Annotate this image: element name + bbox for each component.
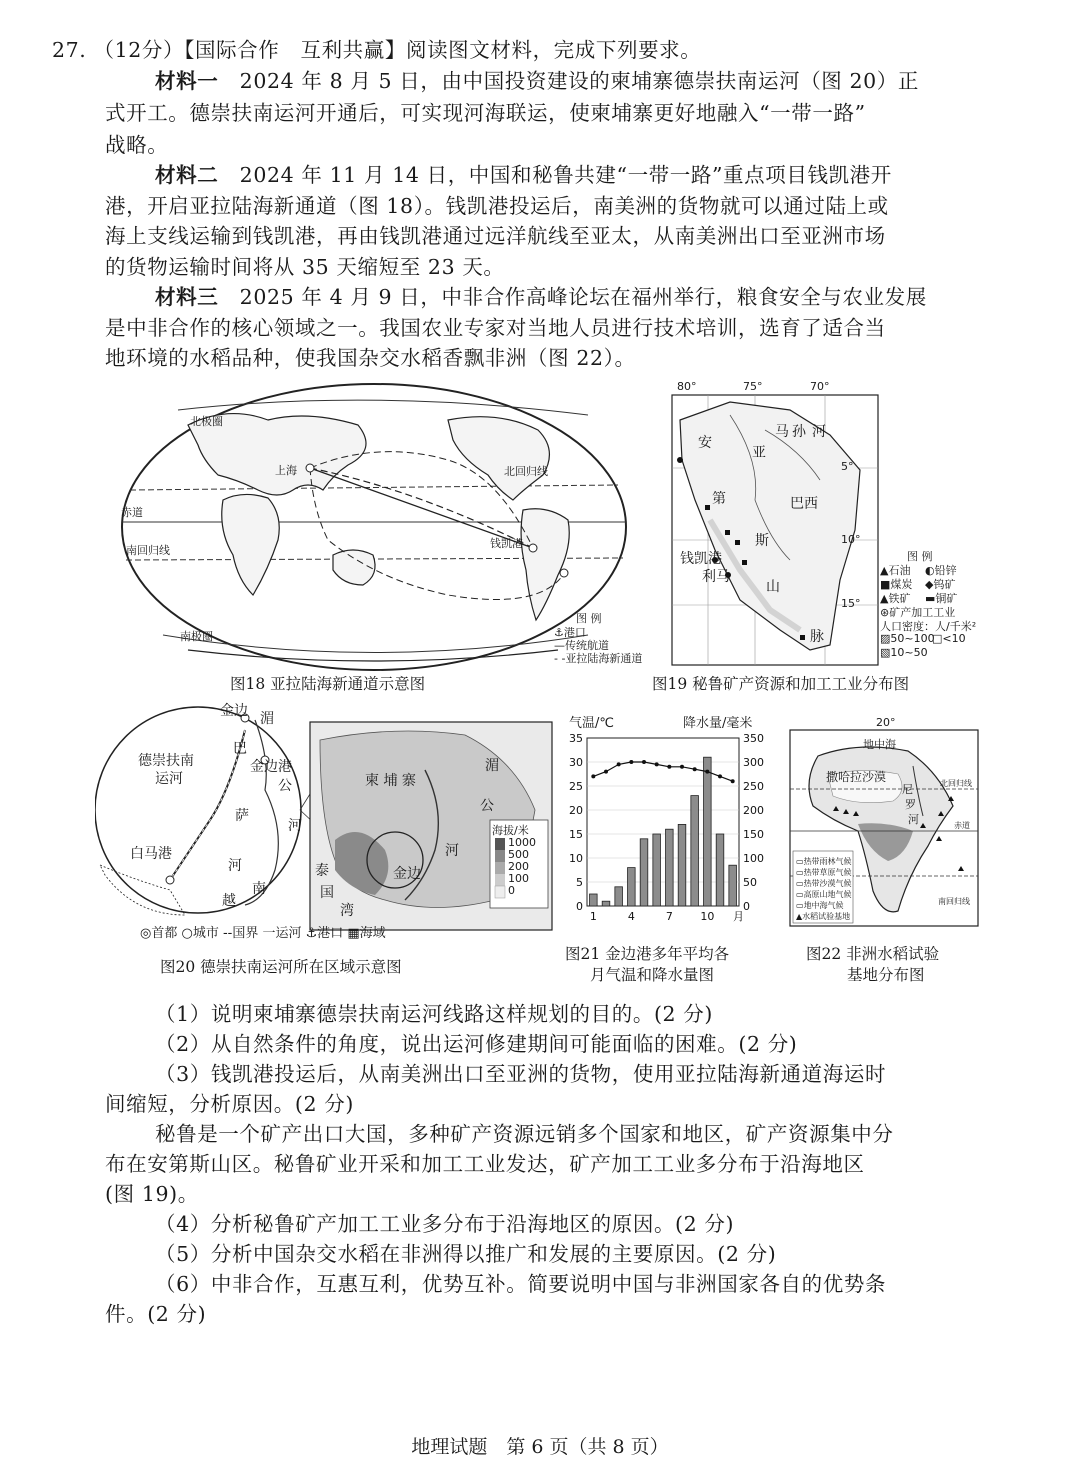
label-henan-nan: 南 [252,881,266,897]
material1-head: 材料一 [155,69,219,93]
fig22-caption-2: 基地分布图 [847,966,925,984]
tick-right-0: 0 [743,900,750,913]
fig22-lon: 20° [876,716,896,729]
tick-x-7: 7 [665,910,673,923]
label-sahara: 撒哈拉沙漠 [826,770,887,784]
label-antarctic: 南极圈 [180,630,213,643]
place-si: 斯 [755,533,769,549]
legend-rice-base: ▲水稻试验基地 [796,912,851,921]
material2-line4: 的货物运输时间将从 35 天缩短至 23 天。 [105,255,505,279]
material1-line2: 式开工。德崇扶南运河开通后，可实现河海联运，使柬埔寨更好地融入“一带一路” [105,101,866,125]
elev-200: 200 [508,860,529,873]
legend-tungsten: ◆钨矿 [925,578,956,591]
elev-100: 100 [508,872,529,885]
precip-bar-11 [716,834,724,906]
label-equator-af: 赤道 [954,821,970,830]
precip-bar-1 [590,894,598,906]
fig21-climate-chart [555,710,780,935]
fig22-caption-1: 图22 非洲水稻试验 [806,945,940,963]
label-jinbian: 金边 [220,703,248,719]
label-ba: 巴 [233,741,247,757]
tick-left-25: 25 [569,780,583,793]
legend-pop-low: □<10 [932,632,966,645]
fig18-world-map [118,380,643,675]
fig20-canal-map [95,700,555,935]
place-lima: 利马 [702,569,730,585]
lat-5: 5° [841,460,854,473]
label-henan-he: 河 [228,858,242,874]
tick-x-10: 10 [700,910,715,923]
fig20-legend: ◎首都 ○城市 --国界 ⼀运河 ⚓港口 ▦海域 [140,926,386,941]
question-header [52,36,701,64]
fig18-caption: 图18 亚拉陆海新通道示意图 [230,675,426,693]
precip-bar-7 [666,829,674,906]
legend-port: ⚓港口 [554,626,586,639]
ylabel-temp: 气温/℃ [569,716,614,731]
temp-point-4 [629,760,633,764]
precip-bar-3 [615,887,623,906]
precip-bar-5 [640,839,648,906]
tick-left-30: 30 [569,756,583,769]
peru-paragraph-3: (图 19)。 [105,1182,199,1206]
question-topic: 【国际合作 互利共赢】 [184,38,406,62]
lat-15: 15° [841,597,861,610]
label-cambodia: 柬 埔 寨 [365,773,416,789]
lon-75: 75° [743,380,763,393]
label-shanghai: 上海 [275,464,297,477]
label-mei-right: 湄 [485,758,499,774]
ylabel-precip: 降水量/毫米 [683,716,753,731]
label-nile2: 罗 [905,798,916,811]
subq-3-line1: （3）钱凯港投运后，从南美洲出口至亚洲的货物，使用亚拉陆海新通道海运时 [155,1062,887,1086]
port-icon [560,569,568,577]
temp-point-10 [705,770,709,774]
place-chancay: 钱凯港 [680,551,722,567]
tick-right-50: 50 [743,876,757,889]
temp-point-5 [642,760,646,764]
label-nile3: 河 [908,813,919,826]
material1-text1: 2024 年 8 月 5 日，由中国投资建设的柬埔寨德崇扶南运河（图 20）正 [239,69,920,93]
label-gong-right: 公 [480,798,494,814]
lon-80: 80° [677,380,697,393]
fig20-caption: 图20 德崇扶南运河所在区域示意图 [160,958,402,976]
material2-line3: 海上支线运输到钱凯港，再由钱凯港通过远洋航线至亚太，从南美洲出口至亚洲市场 [105,224,886,248]
label-nile1: 尼 [902,783,913,796]
temp-point-6 [655,762,659,766]
legend-processing: ⊛矿产加工工业 [880,606,956,619]
temp-point-2 [604,770,608,774]
temp-point-12 [731,779,735,783]
fig19-caption: 图19 秘鲁矿产资源和加工工业分布图 [652,675,910,693]
label-baima: 白马港 [130,846,172,862]
legend-pop-high: ▨50~100 [880,632,935,645]
tick-left-35: 35 [569,732,583,745]
tick-x-1: 1 [589,910,597,923]
label-mei-left: 湄 [260,711,274,727]
lon-70: 70° [810,380,830,393]
precip-bar-2 [602,901,610,906]
tick-left-0: 0 [576,900,583,913]
chancay-port-icon [529,544,537,552]
tick-right-250: 250 [743,780,764,793]
temp-point-9 [693,767,697,771]
subq-5: （5）分析中国杂交水稻在非洲得以推广和发展的主要原因。(2 分) [155,1242,777,1266]
temp-point-7 [667,765,671,769]
material2-text1: 2024 年 11 月 14 日，中国和秘鲁共建“一带一路”重点项目钱凯港开 [239,163,892,187]
peru-paragraph-2: 布在安第斯山区。秘鲁矿业开采和加工工业发达，矿产加工工业多分布于沿海地区 [105,1152,865,1176]
material2-line2: 港，开启亚拉陆海新通道（图 18）。钱凯港投运后，南美洲的货物就可以通过陆上或 [105,194,889,218]
label-med-sea: 地中海 [863,738,896,751]
label-wan: 湾 [340,903,354,919]
material3-line2: 是中非合作的核心领域之一。我国农业专家对当地人员进行技术培训，选育了适合当 [105,316,886,340]
label-tai: 泰 [315,863,329,879]
material1-line3: 战略。 [105,133,169,157]
place-ya: 亚 [752,445,766,461]
label-yue: 越 [222,893,236,909]
climate-chart-svg [555,710,780,935]
label-arctic: 北极圈 [190,415,223,428]
material3-text1: 2025 年 4 月 9 日，中非合作高峰论坛在福州举行，粮食安全与农业发展 [239,285,927,309]
elev-0: 0 [508,884,515,897]
shanghai-port-icon [306,464,314,472]
material1-line1 [155,67,919,95]
label-sa: 萨 [235,808,249,824]
place-shan: 山 [766,579,780,595]
label-tropic-s: 南回归线 [126,544,170,557]
legend-title: 图 例 [576,612,602,625]
legend-iron: ▲铁矿 [880,592,911,605]
label-canal1: 德崇扶南 [138,753,194,769]
place-brazil: 巴西 [790,496,818,512]
place-mai: 脉 [810,629,824,645]
legend-copper: ▬铜矿 [925,592,958,605]
precip-bar-6 [653,834,661,906]
material2-line1 [155,161,892,189]
label-tropic-n: 北回归线 [504,465,548,478]
subq-4: （4）分析秘鲁矿产加工工业多分布于沿海地区的原因。(2 分) [155,1212,735,1236]
legend-coal: ■煤炭 [880,578,913,591]
tick-left-5: 5 [576,876,583,889]
material3-line3: 地环境的水稻品种，使我国杂交水稻香飘非洲（图 22）。 [105,346,636,370]
place-he: 河 [812,424,826,440]
subq-6-line1: （6）中非合作，互惠互利，优势互补。简要说明中国与非洲国家各自的优势条 [155,1272,887,1296]
label-canal2: 运河 [155,771,183,787]
place-ma: 马 [775,424,789,440]
label-he-left: 河 [288,818,302,834]
material3-line1 [155,283,927,311]
material2-head: 材料二 [155,163,219,187]
label-jinbian-right: 金边 [393,866,421,882]
legend-mediterranean: ▭地中海气候 [796,901,844,910]
legend-highland: ▭高原山地气候 [796,890,852,899]
precip-bar-8 [678,824,686,906]
elev-500: 500 [508,848,529,861]
legend-savanna: ▭热带草原气候 [796,868,852,877]
legend-leadzinc: ◐铅锌 [925,564,957,577]
label-equator: 赤道 [121,506,143,519]
tick-right-100: 100 [743,852,764,865]
lat-10: 10° [841,533,861,546]
question-instruction: 阅读图文材料，完成下列要求。 [405,38,702,62]
temp-point-3 [617,762,621,766]
fig19-legend-title: 图 例 [907,550,933,563]
place-an: 安 [698,435,712,451]
legend-oil: ▲石油 [880,564,911,577]
label-chancay: 钱凯港 [490,537,523,550]
tick-right-300: 300 [743,756,764,769]
temp-point-11 [718,774,722,778]
question-number: 27. [52,38,87,62]
material3-head: 材料三 [155,285,219,309]
elev-title: 海拔/米 [492,824,529,837]
subq-3-line2: 间缩短，分析原因。(2 分) [105,1092,354,1116]
tick-left-15: 15 [569,828,583,841]
tick-right-350: 350 [743,732,764,745]
place-di: 第 [712,491,726,507]
precip-bar-9 [691,796,699,906]
label-tropic-n-af: 北回归线 [940,779,972,788]
temp-point-1 [591,774,595,778]
elev-1000: 1000 [508,836,536,849]
fig19-peru-map [670,380,977,670]
legend-rainforest: ▭热带雨林气候 [796,857,852,866]
label-tropic-s-af: 南回归线 [938,897,970,906]
label-he-right: 河 [445,843,459,859]
precip-bar-10 [704,757,712,906]
page-footer: 地理试题 第 6 页（共 8 页） [411,1436,669,1458]
precip-bar-12 [729,865,737,906]
subq-1: （1）说明柬埔寨德崇扶南运河线路这样规划的目的。(2 分) [155,1002,713,1026]
tick-right-200: 200 [743,804,764,817]
legend-new-route: - -亚拉陆海新通道 [554,652,643,665]
label-jinbiangang: 金边港 [250,759,292,775]
xlabel-month: 月 [733,910,744,923]
legend-pop-title: 人口密度：人/千米² [880,620,977,633]
precip-bar-4 [628,868,636,906]
tick-left-20: 20 [569,804,583,817]
temp-point-8 [680,765,684,769]
subq-2: （2）从自然条件的角度，说出运河修建期间可能面临的困难。(2 分) [155,1032,798,1056]
tick-x-4: 4 [627,910,635,923]
peru-paragraph-1: 秘鲁是一个矿产出口大国，多种矿产资源远销多个国家和地区，矿产资源集中分 [155,1122,894,1146]
label-guo: 国 [320,885,334,901]
legend-desert: ▭热带沙漠气候 [796,879,852,888]
tick-right-150: 150 [743,828,764,841]
label-gong-left: 公 [278,778,292,794]
legend-trad-route: —传统航道 [554,639,609,652]
subq-6-line2: 件。(2 分) [105,1302,207,1326]
fig21-caption-2: 月气温和降水量图 [590,966,715,984]
tick-left-10: 10 [569,852,583,865]
legend-pop-mid: ▧10~50 [880,646,928,659]
place-sun: 孙 [792,424,806,440]
question-score: （12分） [93,38,185,62]
fig21-caption-1: 图21 金边港多年平均各 [565,945,730,963]
fig22-africa-map [788,716,980,928]
